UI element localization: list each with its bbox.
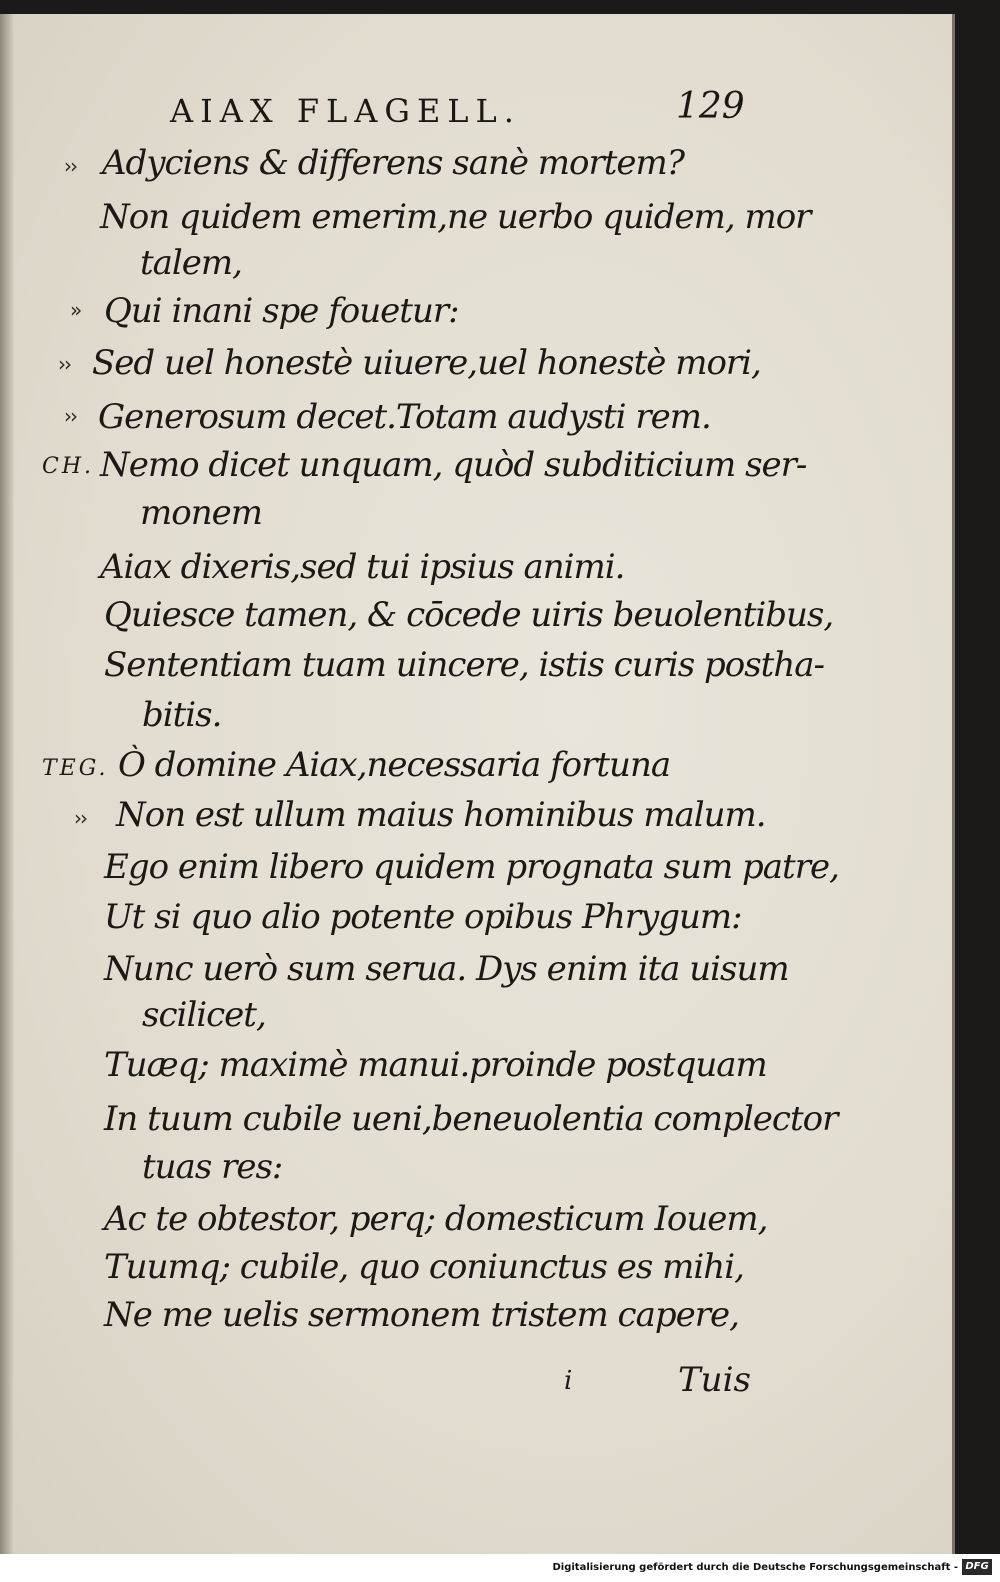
text-line: Qui inani spe fouetur: — [104, 291, 459, 331]
text-line: talem, — [140, 243, 242, 283]
text-line: Ac te obtestor, perq; domesticum Iouem, — [104, 1199, 768, 1239]
speaker-label-ch: CH. — [42, 454, 95, 479]
page-number: 129 — [676, 86, 745, 127]
text-line: Nunc uerò sum serua. Dys enim ita uisum — [104, 949, 789, 989]
text-line: Ego enim libero quidem prognata sum patre, — [104, 847, 839, 887]
text-line: Ne me uelis sermonem tristem capere, — [104, 1295, 739, 1335]
footer-credit: Digitalisierung gefördert durch die Deutsche Forschungsgemeinschaft - — [552, 1562, 958, 1573]
text-line: Non quidem emerim,ne uerbo quidem, mor — [100, 197, 811, 237]
text-line: In tuum cubile ueni,beneuolentia complector — [104, 1099, 838, 1139]
text-line: Tuæq; maximè manui.proinde postquam — [104, 1045, 767, 1085]
quote-mark: » — [70, 298, 81, 322]
book-page — [0, 14, 955, 1554]
quote-mark: ›› — [74, 806, 86, 830]
catchword: Tuis — [678, 1360, 751, 1400]
text-line: Ò domine Aiax,necessaria fortuna — [118, 745, 671, 785]
quote-mark: ›› — [58, 352, 70, 376]
running-head: AIAX FLAGELL. — [170, 92, 521, 130]
text-line: tuas res: — [142, 1147, 283, 1187]
text-line: Tuumq; cubile, quo coniunctus es mihi, — [104, 1247, 744, 1287]
quote-mark: ›› — [64, 154, 76, 178]
text-line: monem — [140, 493, 262, 533]
text-line: Adyciens & differens sanè mortem? — [102, 143, 685, 183]
text-line: Generosum decet.Totam audysti rem. — [98, 397, 711, 437]
signature-mark: i — [564, 1366, 573, 1396]
text-line: bitis. — [142, 695, 222, 735]
text-line: Sed uel honestè uiuere,uel honestè mori, — [92, 343, 761, 383]
text-line: Nemo dicet unquam, quòd subditicium ser- — [100, 445, 807, 485]
text-line: Sententiam tuam uincere, istis curis postha- — [104, 645, 824, 685]
text-line: Aiax dixeris,sed tui ipsius animi. — [100, 547, 625, 587]
page-gutter — [0, 14, 14, 1554]
text-line: Non est ullum maius hominibus malum. — [116, 795, 766, 835]
dfg-logo: DFG — [962, 1559, 992, 1575]
text-line: Ut si quo alio potente opibus Phrygum: — [104, 897, 742, 937]
speaker-label-teg: TEG. — [42, 756, 109, 781]
quote-mark: ›› — [64, 404, 76, 428]
text-line: scilicet, — [142, 995, 266, 1035]
text-line: Quiesce tamen, & cōcede uiris beuolentibus, — [104, 595, 834, 635]
